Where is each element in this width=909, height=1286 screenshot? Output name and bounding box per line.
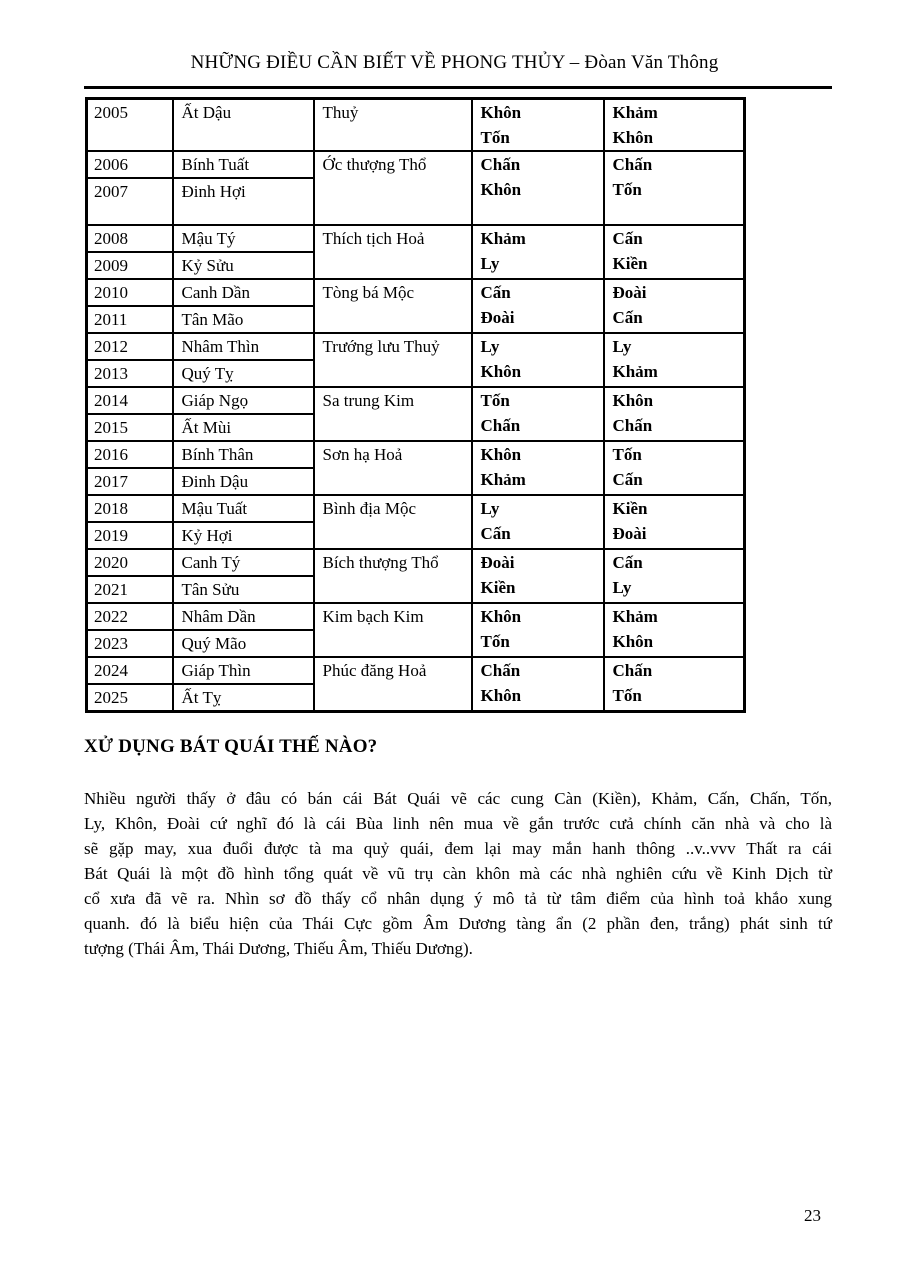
year-cell [87,657,173,684]
cung2-cell-text: Khảm [612,103,658,122]
element-cell [314,279,472,333]
cung2-cell-text: Cấn [612,470,643,489]
year-cell [87,441,173,468]
page-header-title: NHỮNG ĐIỀU CẦN BIẾT VỀ PHONG THỦY – Đòan Văn Thông [190,52,719,73]
cung2-cell [604,279,745,333]
nap-am-table-body [87,99,745,712]
cung2-cell [604,225,745,279]
cung1-cell-text: Tốn [480,128,510,147]
element-cell-text: Phúc đăng Hoả [322,661,427,680]
cung2-cell-text: Ly [612,578,632,597]
year-cell-text: 2006 [94,155,128,174]
year-cell [87,522,173,549]
year-cell [87,495,173,522]
cung2-cell-text: Đoài [612,283,647,302]
paragraph-line: Nhiều người thấy ở đâu có bán cái Bát Quái vẽ các cung Càn (Kiền), Khảm, Cấn, Chấn, Tốn, [84,789,832,808]
zodiac-cell [173,99,314,152]
cung1-cell-text: Cấn [480,524,511,543]
element-cell [314,549,472,603]
cung2-cell [604,495,745,549]
cung1-cell-text: Tốn [480,391,510,410]
year-cell-text: 2012 [94,337,128,356]
year-cell [87,151,173,178]
year-cell [87,360,173,387]
table-row [87,333,745,360]
zodiac-cell [173,151,314,178]
year-cell [87,603,173,630]
zodiac-cell [173,178,314,225]
paragraph-line: cổ xưa đã vẽ ra. Nhìn sơ đồ thấy cổ nhân dụng ý mô tả từ tâm điểm của hình toả khắo xung [84,889,832,908]
zodiac-cell [173,495,314,522]
zodiac-cell-text: Ất Dậu [181,103,232,122]
zodiac-cell [173,684,314,712]
element-cell-text: Bình địa Mộc [322,499,416,518]
zodiac-cell-text: Ất Tỵ [181,688,222,707]
zodiac-cell-text: Tân Mão [181,310,244,329]
cung1-cell-text: Đoài [480,308,515,327]
zodiac-cell [173,603,314,630]
cung2-cell [604,549,745,603]
year-cell-text: 2005 [94,103,128,122]
cung2-cell-text: Khảm [612,362,658,381]
paragraph-line: quanh. đó là biểu hiện của Thái Cực gồm Âm Dương tàng ẩn (2 phần đen, trắng) phát sinh tứ [84,914,832,933]
zodiac-cell-text: Nhâm Dần [181,607,256,626]
cung2-cell-text: Kiền [612,499,648,518]
cung1-cell [472,657,604,712]
cung1-cell [472,225,604,279]
year-cell-text: 2010 [94,283,128,302]
table-row [87,603,745,630]
zodiac-cell-text: Nhâm Thìn [181,337,260,356]
cung2-cell [604,151,745,225]
element-cell [314,333,472,387]
cung1-cell-text: Khôn [480,686,522,705]
table-row [87,225,745,252]
zodiac-cell [173,225,314,252]
year-cell [87,252,173,279]
zodiac-cell [173,630,314,657]
year-cell [87,279,173,306]
zodiac-cell [173,252,314,279]
cung2-cell-text: Khôn [612,128,654,147]
year-cell-text: 2016 [94,445,128,464]
cung2-cell-text: Cấn [612,229,643,248]
year-cell-text: 2021 [94,580,128,599]
cung2-cell-text: Ly [612,337,632,356]
year-cell [87,306,173,333]
year-cell [87,549,173,576]
body-paragraph [84,786,832,961]
zodiac-cell-text: Quý Tỵ [181,364,234,383]
year-cell-text: 2023 [94,634,128,653]
year-cell-text: 2007 [94,182,128,201]
cung1-cell-text: Ly [480,337,500,356]
element-cell-text: Sa trung Kim [322,391,415,410]
year-cell-text: 2018 [94,499,128,518]
cung2-cell [604,333,745,387]
table-row [87,279,745,306]
paragraph-line: sẽ gặp may, xua đuổi được tà ma quỷ quái, đem lại may mắn hanh thông ..v..vvv Thất ra cái [84,839,832,858]
element-cell [314,657,472,712]
element-cell-text: Bích thượng Thổ [322,553,439,572]
zodiac-cell-text: Kỷ Hợi [181,526,233,545]
year-cell-text: 2024 [94,661,128,680]
section-heading: XỬ DỤNG BÁT QUÁI THẾ NÀO? [84,736,378,757]
cung1-cell [472,279,604,333]
cung1-cell-text: Khôn [480,103,522,122]
zodiac-cell-text: Đinh Dậu [181,472,249,491]
nap-am-table [85,97,746,713]
element-cell [314,387,472,441]
zodiac-cell [173,387,314,414]
year-cell [87,387,173,414]
cung2-cell [604,99,745,152]
zodiac-cell [173,441,314,468]
year-cell [87,225,173,252]
table-row [87,441,745,468]
zodiac-cell-text: Giáp Thìn [181,661,251,680]
year-cell-text: 2014 [94,391,128,410]
year-cell [87,178,173,225]
cung2-cell-text: Cấn [612,308,643,327]
zodiac-cell [173,522,314,549]
cung1-cell-text: Kiền [480,578,516,597]
year-cell-text: 2015 [94,418,128,437]
paragraph-line: Bát Quái là một đồ hình tổng quát về vũ trụ càn khôn mà các nhà nghiên cứu về Kinh Dịch từ [84,864,832,883]
element-cell [314,603,472,657]
cung1-cell-text: Ly [480,499,500,518]
cung1-cell [472,387,604,441]
zodiac-cell-text: Canh Dần [181,283,250,302]
element-cell [314,151,472,225]
year-cell-text: 2011 [94,310,128,329]
zodiac-cell-text: Tân Sửu [181,580,240,599]
cung1-cell [472,495,604,549]
zodiac-cell-text: Mậu Tý [181,229,236,248]
cung1-cell-text: Chấn [480,661,521,680]
cung2-cell-text: Tốn [612,445,642,464]
cung2-cell-text: Chấn [612,661,653,680]
cung2-cell-text: Khôn [612,391,654,410]
zodiac-cell [173,414,314,441]
paragraph-line: tượng (Thái Âm, Thái Dương, Thiếu Âm, Thiếu Dương). [84,939,473,958]
element-cell [314,495,472,549]
year-cell-text: 2008 [94,229,128,248]
zodiac-cell [173,657,314,684]
table-row [87,549,745,576]
cung2-cell [604,441,745,495]
cung1-cell-text: Khảm [480,229,526,248]
paragraph-line: Ly, Khôn, Đoài cứ nghĩ đó là cái Bùa linh nên mua về gắn trước cưả chính căn nhà và cho là [84,814,832,833]
cung1-cell-text: Khảm [480,470,526,489]
year-cell-text: 2025 [94,688,128,707]
year-cell [87,684,173,712]
element-cell [314,225,472,279]
element-cell-text: Sơn hạ Hoả [322,445,403,464]
year-cell-text: 2020 [94,553,128,572]
zodiac-cell [173,576,314,603]
cung2-cell-text: Cấn [612,553,643,572]
year-cell [87,630,173,657]
year-cell-text: 2009 [94,256,128,275]
zodiac-cell [173,468,314,495]
zodiac-cell-text: Bính Thân [181,445,254,464]
zodiac-cell [173,549,314,576]
element-cell-text: Thích tịch Hoả [322,229,425,248]
cung1-cell-text: Chấn [480,155,521,174]
cung1-cell-text: Khôn [480,180,522,199]
cung2-cell-text: Kiền [612,254,648,273]
year-cell-text: 2013 [94,364,128,383]
zodiac-cell-text: Quý Mão [181,634,247,653]
table-row [87,495,745,522]
zodiac-cell-text: Kỷ Sửu [181,256,234,275]
zodiac-cell-text: Ất Mùi [181,418,232,437]
cung1-cell-text: Khôn [480,362,522,381]
cung1-cell-text: Chấn [480,416,521,435]
year-cell-text: 2019 [94,526,128,545]
element-cell [314,441,472,495]
zodiac-cell-text: Canh Tý [181,553,241,572]
cung1-cell [472,151,604,225]
cung2-cell [604,657,745,712]
cung2-cell-text: Tốn [612,180,642,199]
zodiac-cell [173,306,314,333]
zodiac-cell-text: Bính Tuất [181,155,250,174]
element-cell-text: Thuỷ [322,103,359,122]
zodiac-cell-text: Đinh Hợi [181,182,246,201]
table-row [87,151,745,178]
zodiac-cell-text: Giáp Ngọ [181,391,249,410]
element-cell-text: Trướng lưu Thuỷ [322,337,440,356]
cung2-cell-text: Đoài [612,524,647,543]
table-row [87,99,745,152]
year-cell [87,333,173,360]
zodiac-cell [173,360,314,387]
cung1-cell-text: Khôn [480,607,522,626]
year-cell [87,576,173,603]
table-row [87,387,745,414]
cung2-cell-text: Chấn [612,155,653,174]
year-cell [87,99,173,152]
cung1-cell-text: Khôn [480,445,522,464]
cung1-cell [472,603,604,657]
cung2-cell [604,603,745,657]
header-divider [84,86,832,89]
zodiac-cell [173,279,314,306]
element-cell-text: Kim bạch Kim [322,607,424,626]
cung2-cell-text: Khôn [612,632,654,651]
element-cell-text: Tòng bá Mộc [322,283,415,302]
year-cell-text: 2022 [94,607,128,626]
cung1-cell-text: Đoài [480,553,515,572]
cung1-cell-text: Cấn [480,283,511,302]
table-row [87,657,745,684]
cung2-cell-text: Khảm [612,607,658,626]
year-cell [87,468,173,495]
cung1-cell [472,99,604,152]
zodiac-cell [173,333,314,360]
cung2-cell [604,387,745,441]
cung2-cell-text: Chấn [612,416,653,435]
page-number: 23 [804,1206,821,1225]
cung1-cell-text: Ly [480,254,500,273]
zodiac-cell-text: Mậu Tuất [181,499,248,518]
element-cell-text: Ớc thượng Thổ [322,155,427,174]
year-cell-text: 2017 [94,472,128,491]
cung1-cell-text: Tốn [480,632,510,651]
cung1-cell [472,549,604,603]
cung2-cell-text: Tốn [612,686,642,705]
year-cell [87,414,173,441]
cung1-cell [472,441,604,495]
element-cell [314,99,472,152]
cung1-cell [472,333,604,387]
